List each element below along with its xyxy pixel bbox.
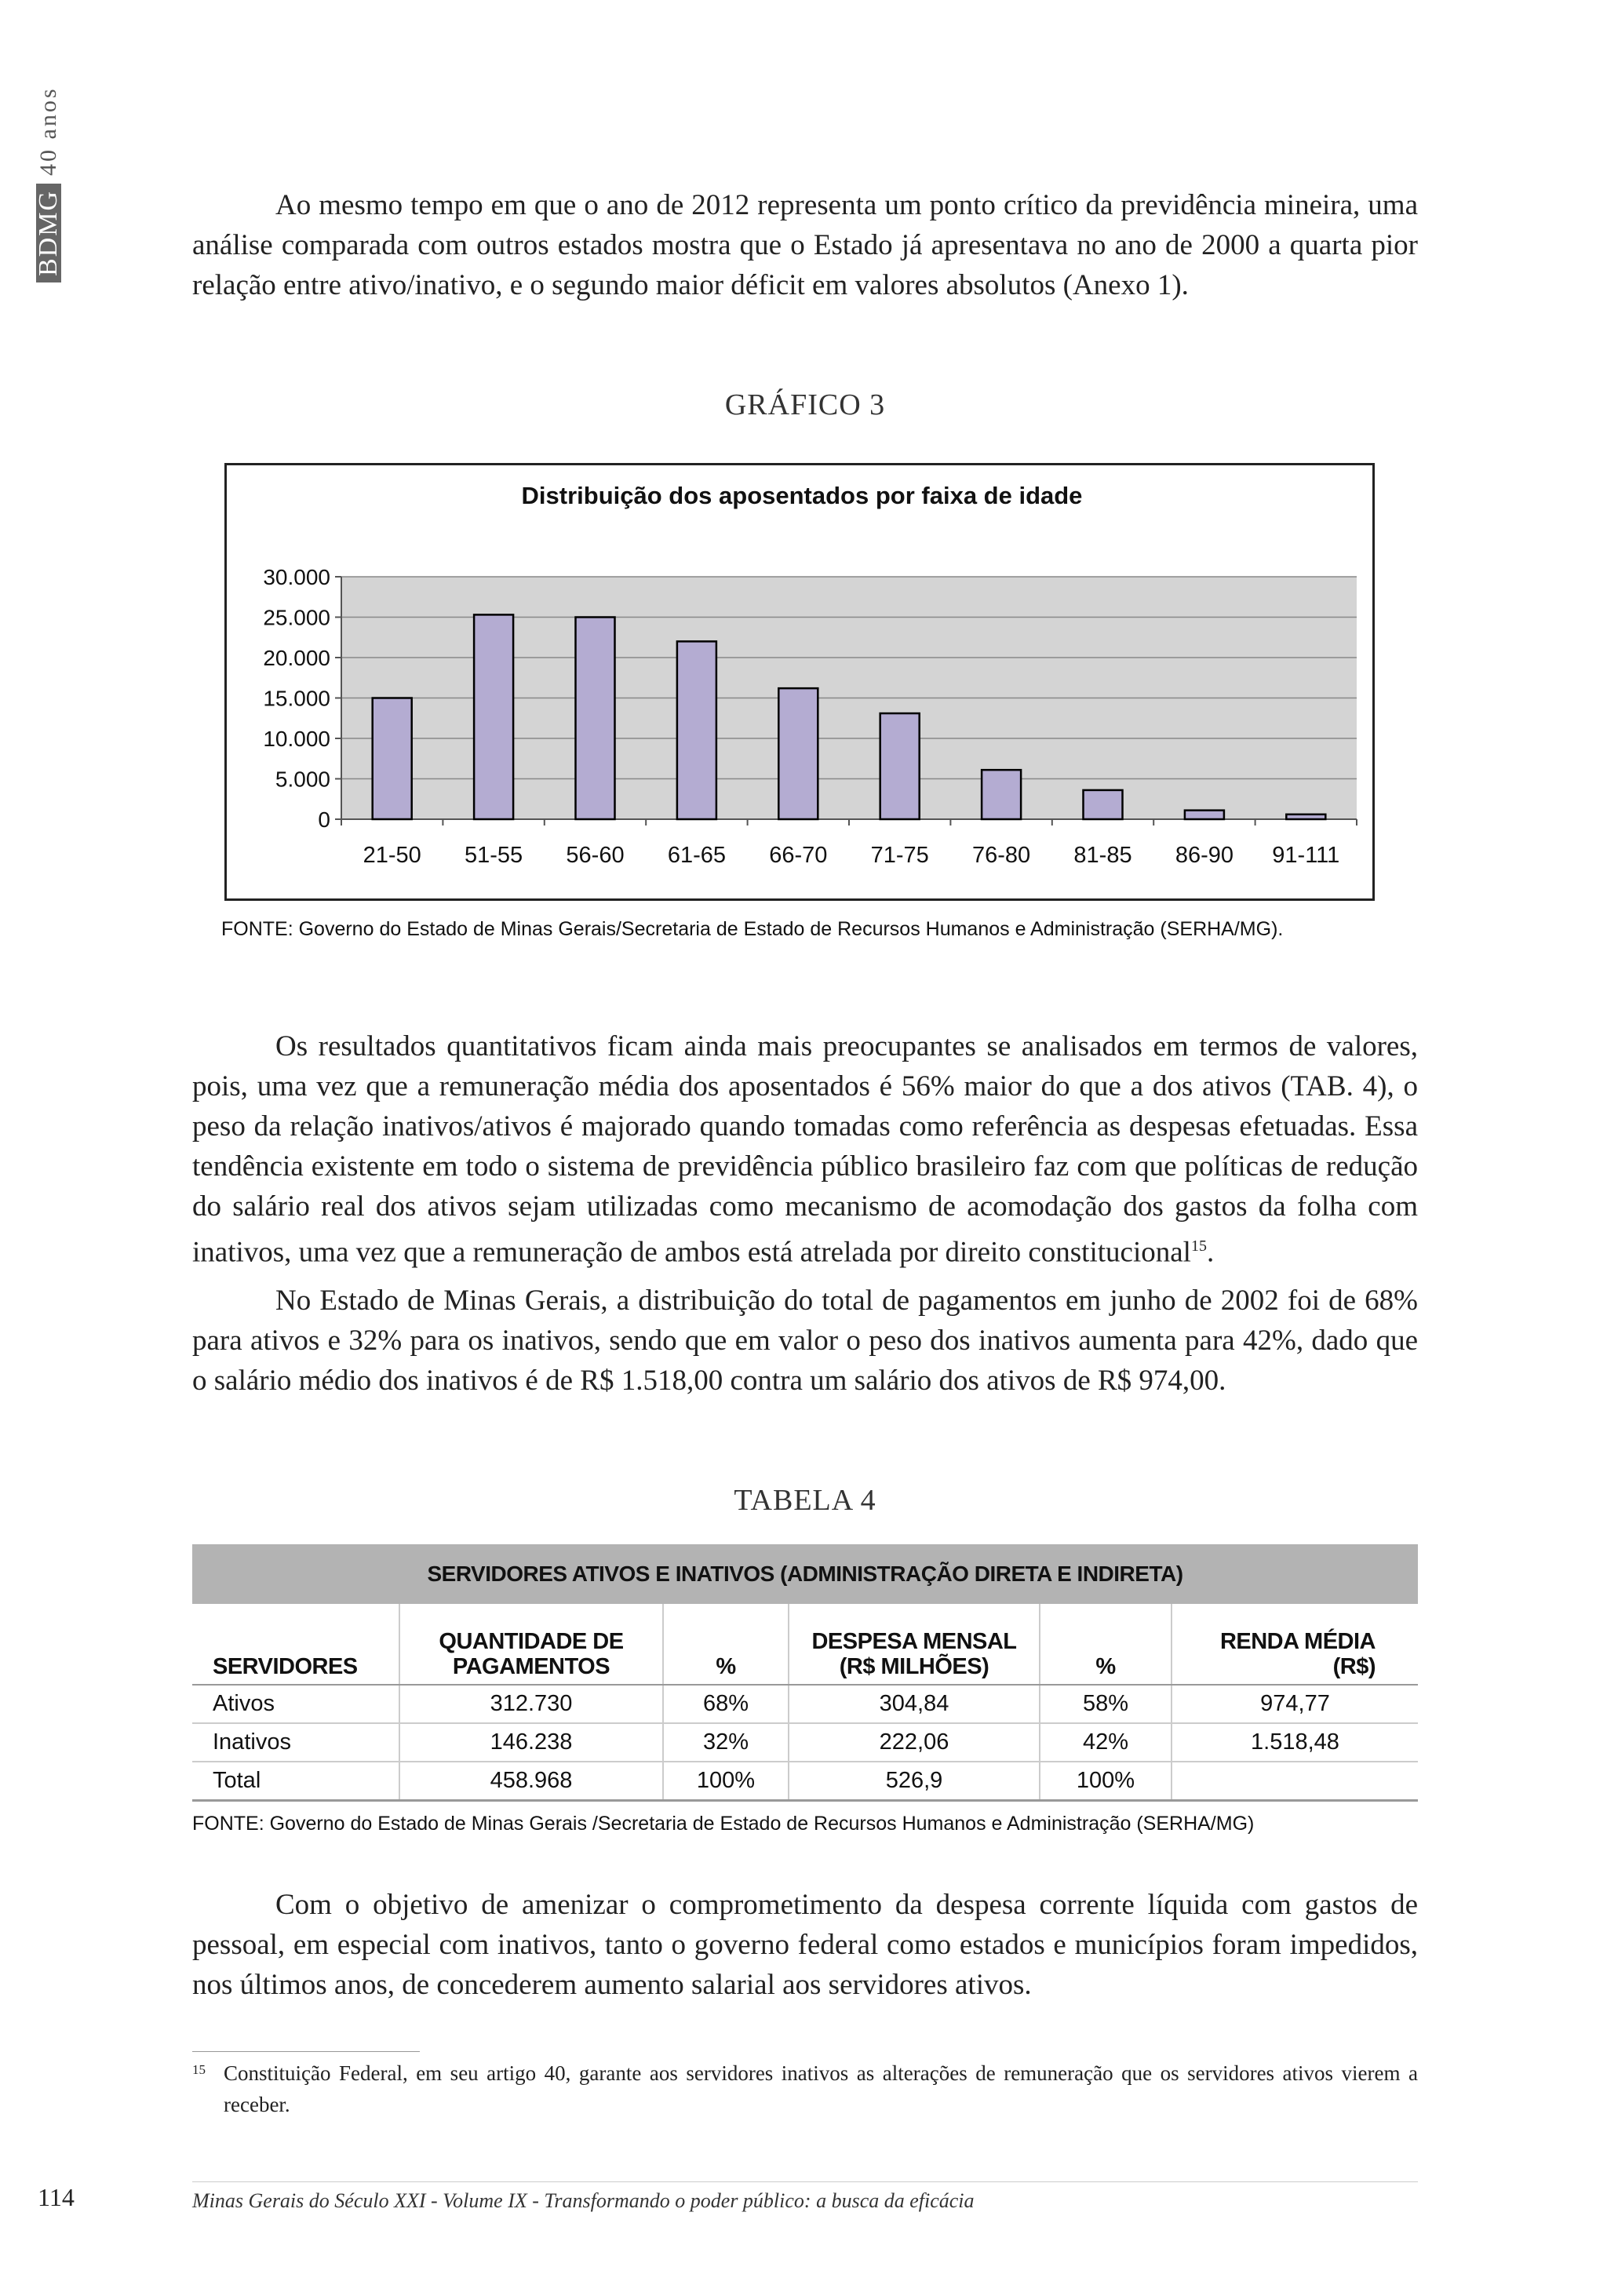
book-title: Minas Gerais do Século XXI - Volume IX - Transformando o poder público: a busca da eficácia [192,2189,975,2212]
x-tick-label: 81-85 [1073,843,1132,868]
table-header-row [192,1604,1418,1685]
header-line: % [716,1654,736,1679]
bar-86-90 [1185,811,1224,819]
bar-chart [224,463,1375,901]
data-table [192,1544,1418,1802]
table-row [192,1685,1418,1723]
bar-71-75 [880,713,920,819]
header-line: (R$) [1332,1654,1376,1679]
header-line: (R$ MILHÕES) [839,1654,989,1679]
x-tick-label: 21-50 [363,843,421,868]
table-cell: Inativos [192,1723,399,1762]
y-tick-label: 15.000 [263,686,330,711]
bar-76-80 [982,770,1021,819]
logo-brand: BDMG [36,184,61,282]
header-line: SERVIDORES [213,1654,358,1679]
table-cell: 222,06 [789,1723,1040,1762]
table-cell: 68% [663,1685,789,1723]
table-cell: 304,84 [789,1685,1040,1723]
table-cell: 100% [1040,1762,1172,1801]
header-pct-1 [663,1604,789,1685]
table-grid [192,1604,1418,1802]
paragraph-4: Com o objetivo de amenizar o comprometimento da despesa corrente líquida com gastos de pessoal, em especial com inativos, tanto o governo federal como estados e municípios foram impedidos, nos últimos anos, de concederem aumento salarial aos servidores ativos. [192,1889,1418,2001]
paragraph-2-text: Os resultados quantitativos ficam ainda mais preocupantes se analisados em termos de valores, pois, uma vez que a remuneração média dos aposentados é 56% maior do que a dos ativos (TAB. 4), o peso da relação inativos/ativos é majorado quando tomadas como referência as despesas efetuadas. Essa tendência existente em todo o sistema de previdência público brasileiro faz com que políticas de redução do salário real dos ativos sejam utilizadas como mecanismo de acomodação dos gastos da folha com inativos, uma vez que a remuneração de ambos está atrelada por direito constitucional [192,1030,1418,1269]
footnote-divider [192,2051,420,2052]
table-row [192,1762,1418,1801]
header-despesa [789,1604,1040,1685]
y-tick-label: 10.000 [263,727,330,751]
table-cell: 974,77 [1172,1685,1418,1723]
footnote-number: 15 [192,2062,206,2077]
chart-svg [227,465,1372,898]
x-tick-label: 51-55 [465,843,523,868]
table-cell: 312.730 [399,1685,663,1723]
x-tick-label: 86-90 [1175,843,1233,868]
bar-51-55 [474,614,513,819]
header-renda [1172,1604,1418,1685]
footnote [192,2057,1418,2120]
footer-divider [192,2181,1418,2182]
page-number: 114 [38,2183,75,2211]
table-cell: 100% [663,1762,789,1801]
bar-61-65 [677,641,716,819]
table-title: SERVIDORES ATIVOS E INATIVOS (ADMINISTRAÇÃO DIRETA E INDIRETA) [192,1544,1418,1604]
footnote-ref[interactable]: 15 [1190,1237,1207,1255]
table-cell: 42% [1040,1723,1172,1762]
table-cell: 458.968 [399,1762,663,1801]
table-cell: 526,9 [789,1762,1040,1801]
header-quantidade [399,1604,663,1685]
x-tick-label: 56-60 [566,843,625,868]
table-caption: TABELA 4 [734,1484,876,1517]
table-row [192,1723,1418,1762]
header-line: PAGAMENTOS [452,1654,610,1679]
y-tick-label: 0 [318,807,330,832]
x-tick-label: 66-70 [769,843,828,868]
header-pct-2 [1040,1604,1172,1685]
y-tick-label: 30.000 [263,565,330,589]
paragraph-2-end: . [1206,1236,1215,1269]
x-axis-ticks [341,819,1357,868]
footnote-text: Constituição Federal, em seu artigo 40, garante aos servidores inativos as alterações de remuneração que os servidores ativos vierem a receber. [224,2061,1418,2116]
x-tick-label: 71-75 [870,843,929,868]
table-source: FONTE: Governo do Estado de Minas Gerais /Secretaria de Estado de Recursos Humanos e Administração (SERHA/MG) [192,1813,1255,1835]
table-body [192,1685,1418,1801]
logo-years: 40 anos [35,86,61,176]
x-tick-label: 76-80 [972,843,1031,868]
y-tick-label: 25.000 [263,605,330,630]
bar-56-60 [576,618,615,820]
table-cell: Ativos [192,1685,399,1723]
bar-21-50 [373,698,412,820]
y-tick-label: 20.000 [263,646,330,670]
paragraph-1: Ao mesmo tempo em que o ano de 2012 representa um ponto crítico da previdência mineira, uma análise comparada com outros estados mostra que o Estado já apresentava no ano de 2000 a quarta pior relação entre ativo/inativo, e o segundo maior déficit em valores absolutos (Anexo 1). [192,189,1418,301]
chart-source: FONTE: Governo do Estado de Minas Gerais/Secretaria de Estado de Recursos Humanos e Administração (SERHA/MG). [221,918,1284,940]
paragraph-2 [192,1026,1418,1272]
x-tick-label: 61-65 [667,843,726,868]
table-cell: 146.238 [399,1723,663,1762]
header-line: DESPESA MENSAL [811,1629,1017,1654]
table-cell: 32% [663,1723,789,1762]
table-cell: Total [192,1762,399,1801]
y-axis-ticks [263,565,341,832]
header-line: RENDA MÉDIA [1219,1629,1376,1654]
table-cell: 58% [1040,1685,1172,1723]
header-line: % [1095,1654,1116,1679]
header-line: QUANTIDADE DE [439,1629,624,1654]
bar-91-111 [1286,815,1325,819]
bar-81-85 [1084,790,1123,819]
x-tick-label: 91-111 [1272,843,1340,868]
table-cell [1172,1762,1418,1801]
table-cell: 1.518,48 [1172,1723,1418,1762]
header-servidores [192,1604,399,1685]
paragraph-3: No Estado de Minas Gerais, a distribuição do total de pagamentos em junho de 2002 foi de 68% para ativos e 32% para os inativos, sendo que em valor o peso dos inativos aumenta para 42%, dado que o salário médio dos inativos é de R$ 1.518,00 contra um salário dos ativos de R$ 974,00. [192,1285,1418,1397]
y-tick-label: 5.000 [275,767,330,792]
bdmg-logo [36,86,61,282]
chart-title: Distribuição dos aposentados por faixa de idade [521,482,1083,509]
chart-caption: GRÁFICO 3 [724,388,886,421]
bar-66-70 [778,688,818,819]
